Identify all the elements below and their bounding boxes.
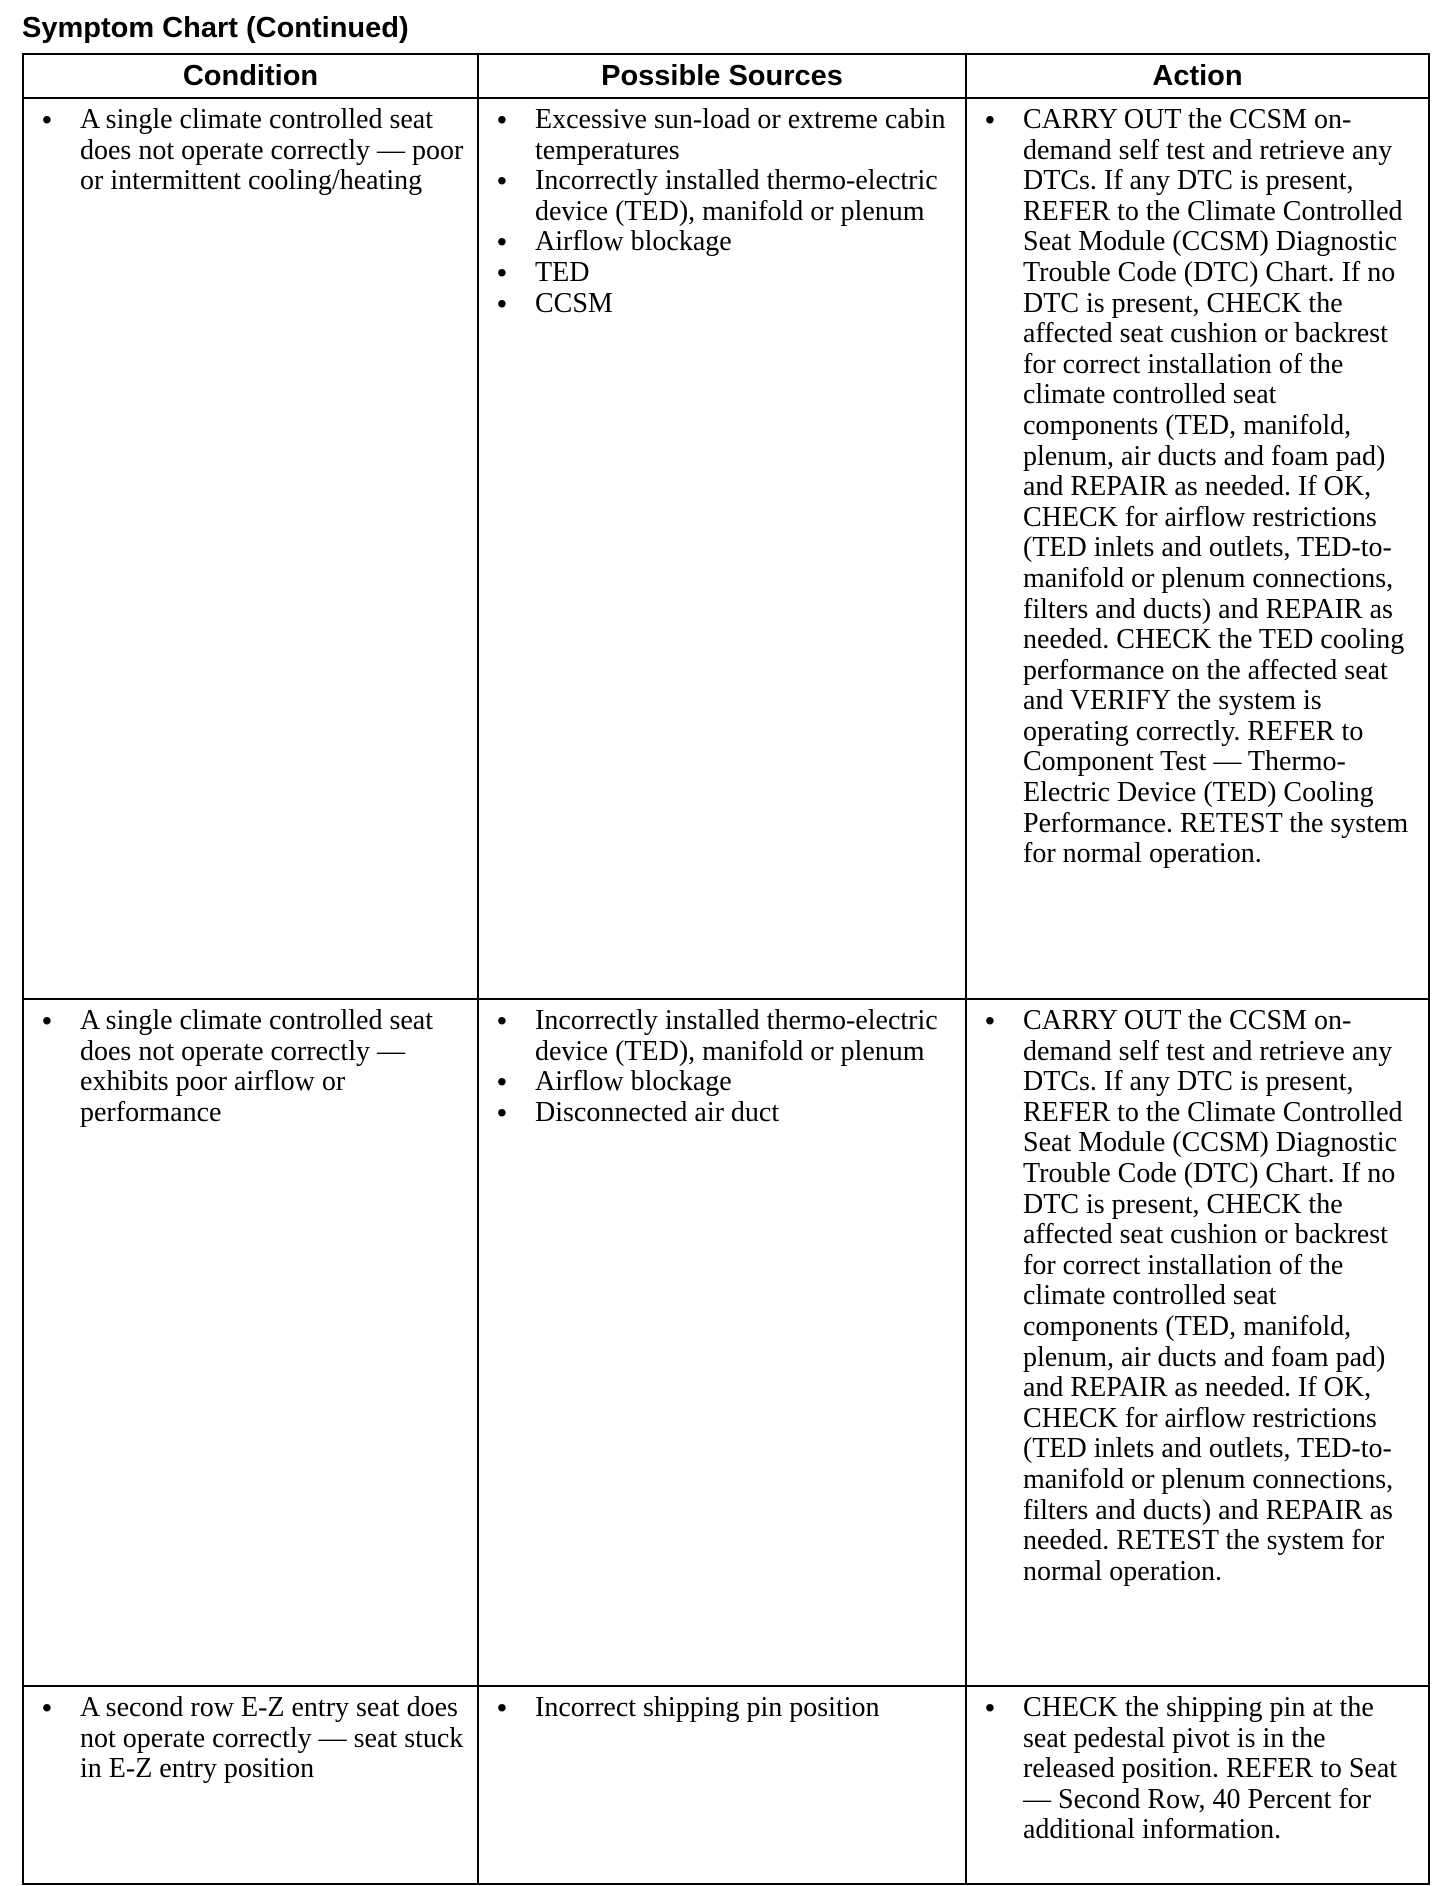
table-row [23, 1686, 1429, 1884]
source-item: • Incorrectly installed thermo-electric device (TED), manifold or plenum [489, 166, 955, 227]
condition-list [34, 1006, 467, 1128]
condition-item: • A single climate controlled seat does not operate correctly — exhibits poor airflow or performance [34, 1006, 467, 1128]
sources-cell [478, 999, 966, 1686]
source-item: • Incorrect shipping pin position [489, 1693, 955, 1724]
symptom-chart-table [22, 53, 1430, 1885]
action-cell [966, 1686, 1429, 1884]
table-row [23, 98, 1429, 999]
condition-list [34, 1693, 467, 1785]
page-title: Symptom Chart (Continued) [22, 12, 409, 44]
sources-list [489, 1693, 955, 1724]
condition-item: • A single climate controlled seat does not operate correctly — poor or intermittent cooling/heating [34, 105, 467, 197]
condition-cell [23, 98, 478, 999]
condition-cell [23, 1686, 478, 1884]
action-list [977, 1006, 1418, 1587]
source-item: • TED [489, 258, 955, 289]
condition-item: • A second row E-Z entry seat does not operate correctly — seat stuck in E-Z entry position [34, 1693, 467, 1785]
source-item: • Incorrectly installed thermo-electric device (TED), manifold or plenum [489, 1006, 955, 1067]
sources-list [489, 1006, 955, 1128]
action-cell [966, 98, 1429, 999]
source-item: • Airflow blockage [489, 227, 955, 258]
table-header-row [23, 54, 1429, 98]
action-cell [966, 999, 1429, 1686]
action-item: • CARRY OUT the CCSM on-demand self test and retrieve any DTCs. If any DTC is present, REFER to the Climate Controlled Seat Module (CCSM) Diagnostic Trouble Code (DTC) Chart. If no DTC is present, CHECK the affected seat cushion or backrest for correct installation of the climate controlled seat components (TED, manifold, plenum, air ducts and foam pad) and REPAIR as needed. If OK, CHECK for airflow restrictions (TED inlets and outlets, TED-to-manifold or plenum connections, filters and ducts) and REPAIR as needed. CHECK the TED cooling performance on the affected seat and VERIFY the system is operating correctly. REFER to Component Test — Thermo-Electric Device (TED) Cooling Performance. RETEST the system for normal operation. [977, 105, 1418, 870]
header-possible-sources: Possible Sources [478, 54, 966, 98]
source-item: • CCSM [489, 289, 955, 320]
header-condition: Condition [23, 54, 478, 98]
table-row [23, 999, 1429, 1686]
condition-cell [23, 999, 478, 1686]
sources-cell [478, 1686, 966, 1884]
source-item: • Excessive sun-load or extreme cabin temperatures [489, 105, 955, 166]
condition-list [34, 105, 467, 197]
action-list [977, 105, 1418, 870]
action-list [977, 1693, 1418, 1846]
sources-cell [478, 98, 966, 999]
action-item: • CHECK the shipping pin at the seat pedestal pivot is in the released position. REFER to Seat — Second Row, 40 Percent for additional information. [977, 1693, 1418, 1846]
action-item: • CARRY OUT the CCSM on-demand self test and retrieve any DTCs. If any DTC is present, REFER to the Climate Controlled Seat Module (CCSM) Diagnostic Trouble Code (DTC) Chart. If no DTC is present, CHECK the affected seat cushion or backrest for correct installation of the climate controlled seat components (TED, manifold, plenum, air ducts and foam pad) and REPAIR as needed. If OK, CHECK for airflow restrictions (TED inlets and outlets, TED-to-manifold or plenum connections, filters and ducts) and REPAIR as needed. RETEST the system for normal operation. [977, 1006, 1418, 1587]
sources-list [489, 105, 955, 319]
source-item: • Airflow blockage [489, 1067, 955, 1098]
header-action: Action [966, 54, 1429, 98]
source-item: • Disconnected air duct [489, 1098, 955, 1129]
